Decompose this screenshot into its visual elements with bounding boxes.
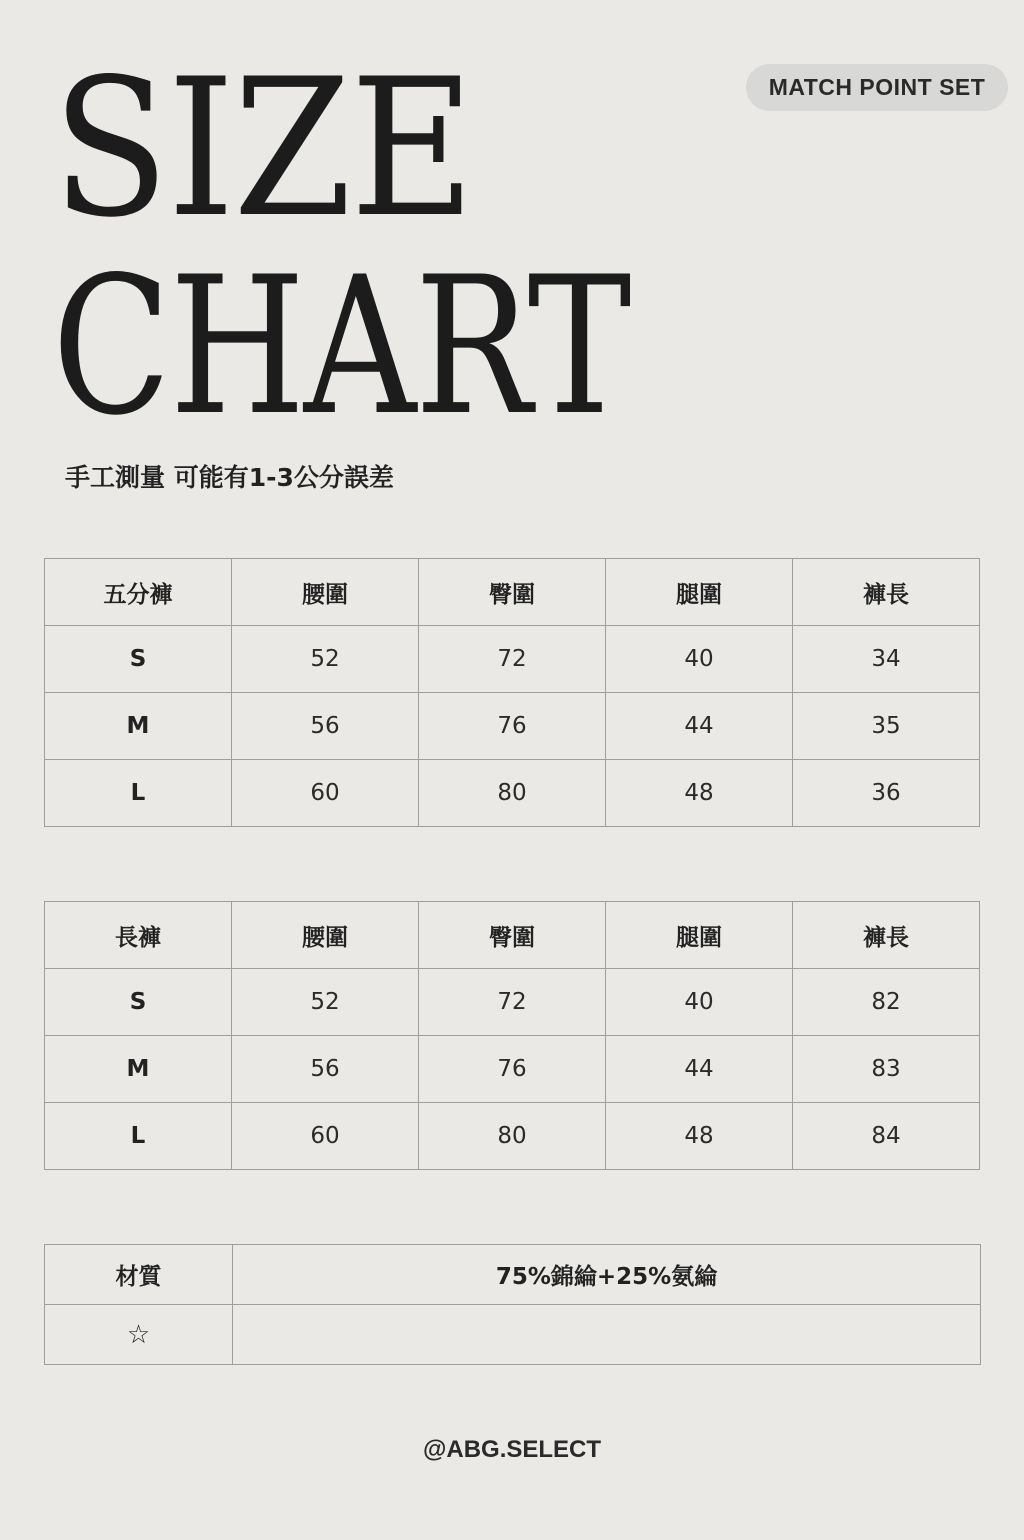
table-cell: 72 [419, 969, 606, 1036]
pants-size-table [44, 901, 980, 1170]
star-value-cell [233, 1305, 981, 1365]
table-cell: 52 [232, 626, 419, 693]
table-header-cell: 腰圍 [232, 902, 419, 969]
table-header-cell: 臀圍 [419, 902, 606, 969]
star-icon: ☆ [126, 1319, 151, 1350]
star-cell [45, 1305, 233, 1365]
size-label-cell: S [45, 969, 232, 1036]
table-cell: 40 [606, 969, 793, 1036]
table-cell: 72 [419, 626, 606, 693]
table-cell: 82 [793, 969, 980, 1036]
table-cell: 56 [232, 693, 419, 760]
table-cell: 80 [419, 1103, 606, 1170]
table-cell: 44 [606, 693, 793, 760]
table-cell: 35 [793, 693, 980, 760]
table-header-cell: 褲長 [793, 902, 980, 969]
table-row [45, 693, 980, 760]
table-header-cell: 腿圍 [606, 559, 793, 626]
table-header-cell: 腿圍 [606, 902, 793, 969]
brand-handle: @ABG.SELECT [422, 1436, 602, 1463]
table-row [45, 969, 980, 1036]
table-cell: 48 [606, 1103, 793, 1170]
set-name-badge: MATCH POINT SET [746, 64, 1008, 111]
table-cell: 56 [232, 1036, 419, 1103]
table-cell: 76 [419, 1036, 606, 1103]
title-chart: CHART [52, 236, 630, 457]
table-header-row [45, 559, 980, 626]
table-header-cell: 褲長 [793, 559, 980, 626]
table-cell: 34 [793, 626, 980, 693]
table-cell: 84 [793, 1103, 980, 1170]
measurement-note: 手工測量 可能有1-3公分誤差 [65, 463, 394, 492]
table-header-cell: 腰圍 [232, 559, 419, 626]
table-row [45, 760, 980, 827]
table-header-cell: 五分褲 [45, 559, 232, 626]
size-label-cell: M [45, 1036, 232, 1103]
table-cell: 60 [232, 760, 419, 827]
table-cell: 44 [606, 1036, 793, 1103]
material-table [44, 1244, 981, 1365]
size-label-cell: S [45, 626, 232, 693]
table-cell: 36 [793, 760, 980, 827]
size-label-cell: L [45, 1103, 232, 1170]
material-label: 材質 [45, 1245, 233, 1305]
table-row [45, 1103, 980, 1170]
table-cell: 83 [793, 1036, 980, 1103]
table-cell: 52 [232, 969, 419, 1036]
table-header-cell: 長褲 [45, 902, 232, 969]
table-cell: 76 [419, 693, 606, 760]
size-label-cell: L [45, 760, 232, 827]
table-cell: 48 [606, 760, 793, 827]
table-cell: 40 [606, 626, 793, 693]
table-header-row [45, 902, 980, 969]
table-header-cell: 臀圍 [419, 559, 606, 626]
table-cell: 60 [232, 1103, 419, 1170]
table-cell: 80 [419, 760, 606, 827]
material-value: 75%錦綸+25%氨綸 [233, 1245, 981, 1305]
material-row [45, 1245, 981, 1305]
table-row [45, 1036, 980, 1103]
shorts-size-table [44, 558, 980, 827]
material-extra-row [45, 1305, 981, 1365]
title-size: SIZE [52, 38, 474, 259]
table-row [45, 626, 980, 693]
size-label-cell: M [45, 693, 232, 760]
